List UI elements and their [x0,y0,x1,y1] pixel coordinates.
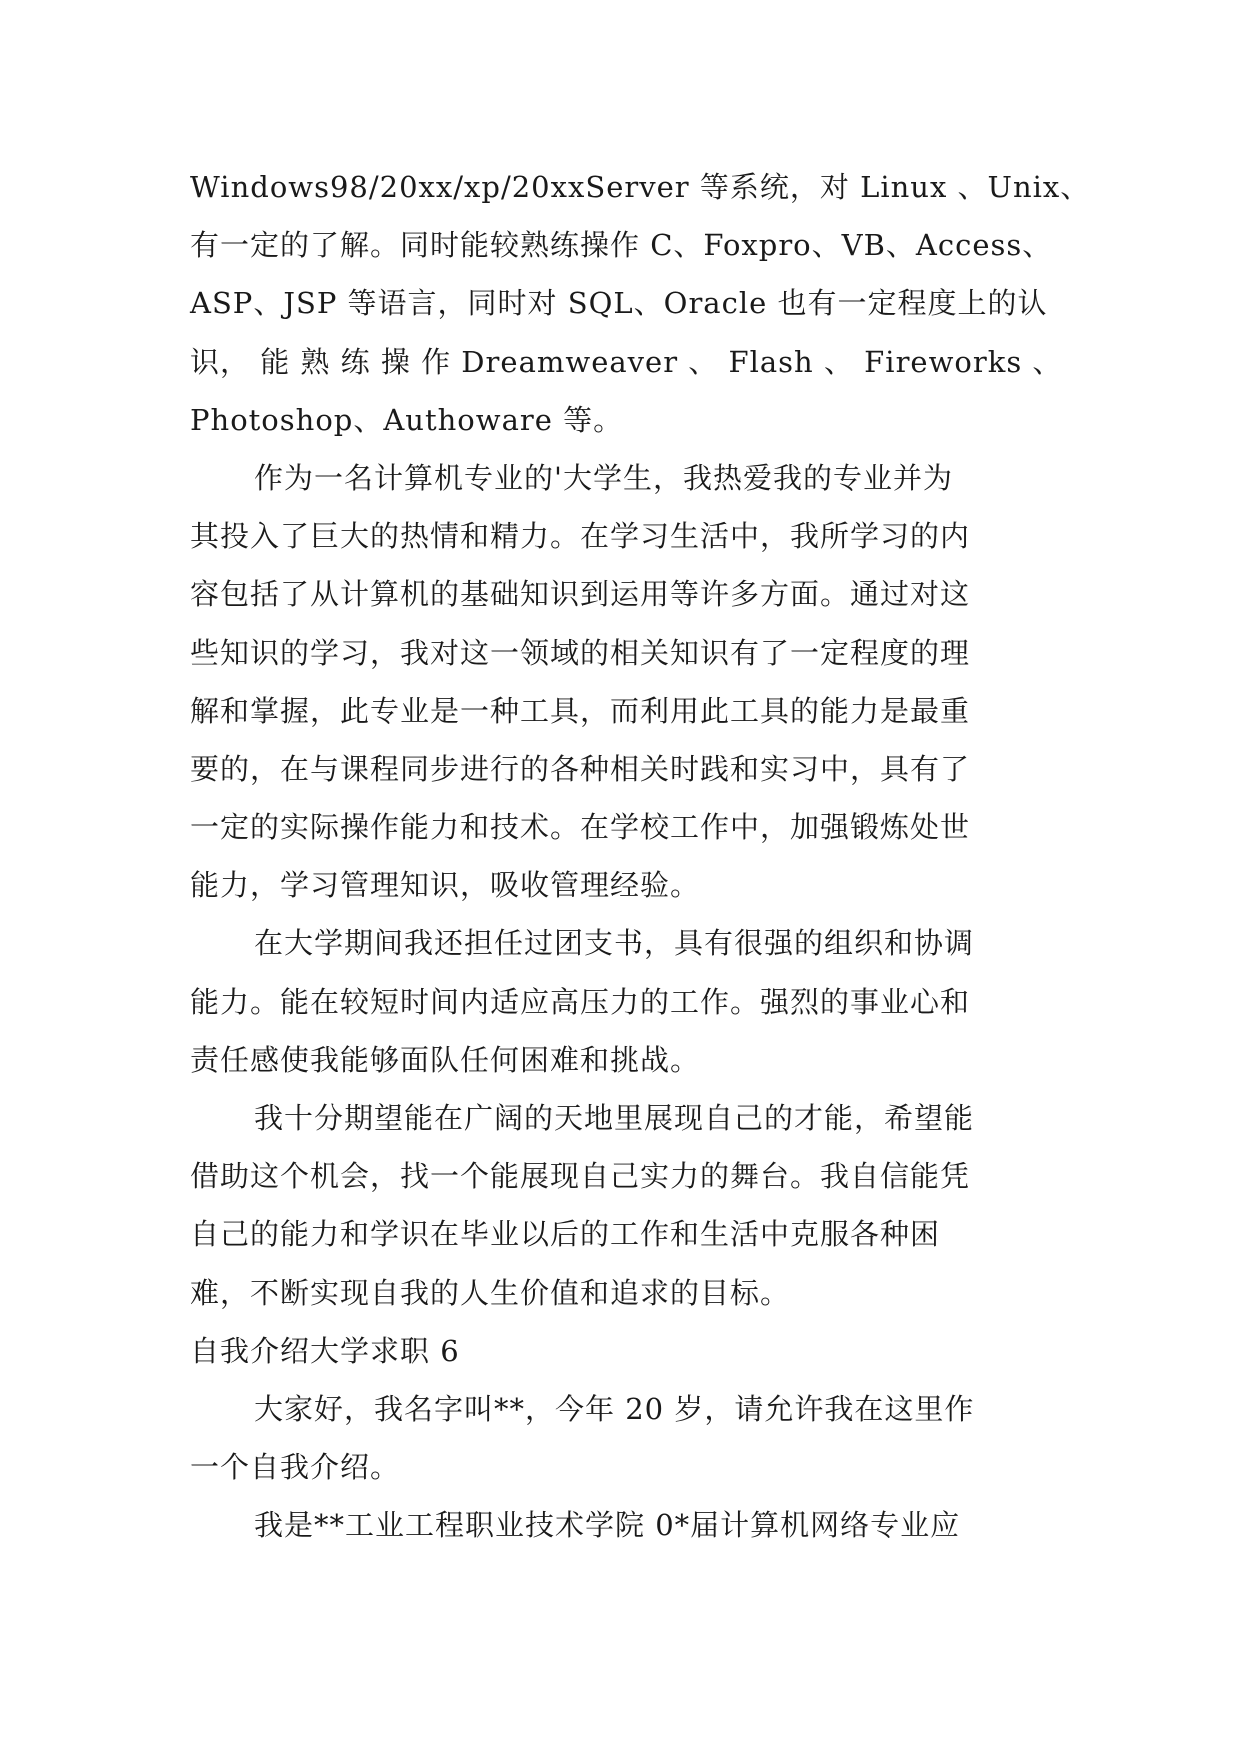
text-line: 识， 能 熟 练 操 作 Dreamweaver 、 Flash 、 Fireworks 、 [190,344,1063,379]
paragraph-start-line: 我是**工业工程职业技术学院 0*届计算机网络专业应 [254,1508,961,1543]
text-line: 其投入了巨大的热情和精力。在学习生活中，我所学习的内 [190,519,971,554]
text-line: 借助这个机会，找一个能展现自己实力的舞台。我自信能凭 [190,1159,971,1194]
text-line: 些知识的学习，我对这一领域的相关知识有了一定程度的理 [190,635,971,670]
document-body [190,158,1091,1555]
text-line: 一定的实际操作能力和技术。在学校工作中，加强锻炼处世 [190,810,971,845]
paragraph-start-line: 在大学期间我还担任过团支书，具有很强的组织和协调 [254,926,975,961]
text-line: Photoshop、Authoware 等。 [190,402,624,437]
paragraph-start-line: 大家好，我名字叫**，今年 20 岁，请允许我在这里作 [254,1391,975,1426]
paragraph-start-line: 作为一名计算机专业的'大学生，我热爱我的专业并为 [254,460,953,495]
paragraph-start-line: 我十分期望能在广阔的天地里展现自己的才能，希望能 [254,1101,975,1135]
text-line: Windows98/20xx/xp/20xxServer 等系统，对 Linux 、Unix、 [190,170,1091,204]
text-line: 解和掌握，此专业是一种工具，而利用此工具的能力是最重 [190,693,971,728]
section-heading: 自我介绍大学求职 6 [190,1333,460,1368]
text-line: 责任感使我能够面队任何困难和挑战。 [190,1042,701,1077]
text-line: 自己的能力和学识在毕业以后的工作和生活中克服各种困 [190,1217,941,1252]
text-line: 有一定的了解。同时能较熟练操作 C、Foxpro、VB、Access、 [190,228,1053,263]
text-line: ASP、JSP 等语言，同时对 SQL、Oracle 也有一定程度上的认 [190,286,1048,321]
text-line: 能力，学习管理知识，吸收管理经验。 [190,868,701,903]
text-line: 能力。能在较短时间内适应高压力的工作。强烈的事业心和 [190,984,971,1019]
text-line: 难，不断实现自我的人生价值和追求的目标。 [190,1275,791,1310]
text-line: 一个自我介绍。 [190,1450,401,1485]
text-line: 容包括了从计算机的基础知识到运用等许多方面。通过对这 [190,577,971,612]
text-line: 要的，在与课程同步进行的各种相关时践和实习中，具有了 [190,751,971,786]
